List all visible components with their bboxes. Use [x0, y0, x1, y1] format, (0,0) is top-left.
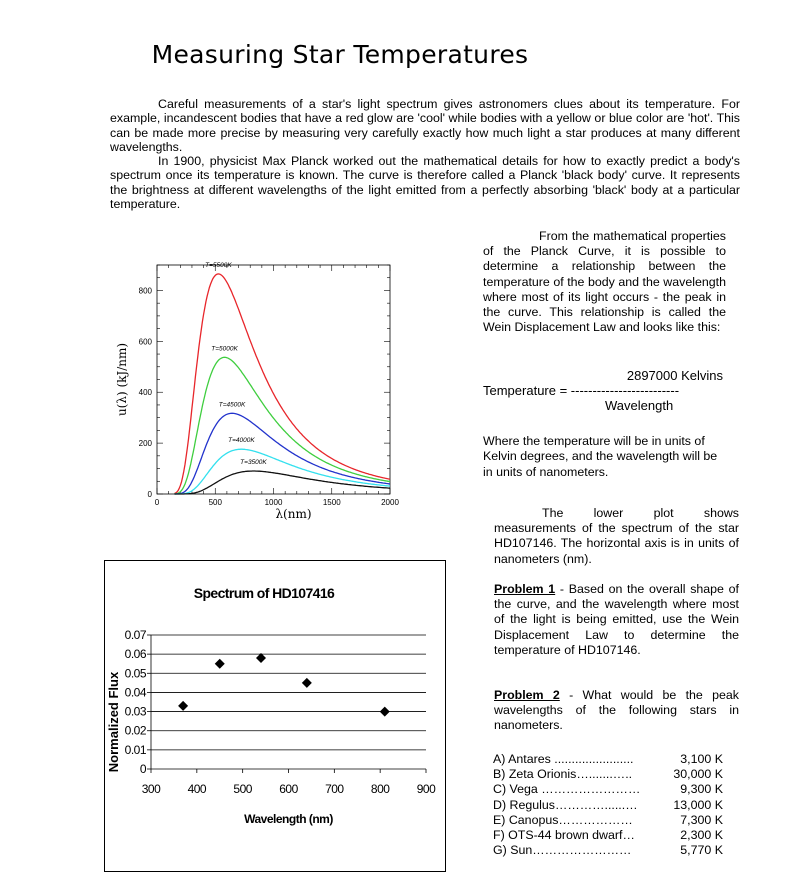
page-title: Measuring Star Temperatures — [151, 40, 529, 69]
problem-1-label: Problem 1 — [494, 582, 556, 596]
problem-1 — [494, 582, 739, 658]
x-tick-label: 600 — [279, 782, 298, 796]
star-name: F) OTS-44 brown dwarf… — [493, 828, 635, 843]
units-text: Where the temperature will be in units of Kelvin degrees, and the wavelength will be in units of nanometers. — [483, 434, 718, 479]
lower-plot-text: The lower plot shows measurements of the spectrum of the star HD107146. The horizontal axis is in units of nanometers (nm). — [494, 506, 739, 566]
star-name: E) Canopus……………… — [493, 812, 633, 827]
problem-2 — [494, 688, 739, 734]
problem-1-text: - Based on the overall shape of the curve, and the wavelength where most of the light is being emitted, use the Wein Displacement Law to determine the temperature of HD107146. — [494, 582, 739, 657]
star-list — [493, 752, 723, 858]
problem-2-text: - What would be the peak wavelengths of the following stars in nanometers. — [494, 688, 739, 733]
star-row — [493, 813, 723, 828]
y-axis-label: u(λ) (kJ/nm) — [115, 342, 129, 417]
curve-label: T=3500K — [240, 459, 267, 467]
x-tick-label: 700 — [325, 782, 344, 796]
spectrum-chart — [104, 560, 446, 872]
y-axis-label: Normalized Flux — [106, 671, 121, 773]
chart-title: Spectrum of HD107416 — [193, 585, 335, 601]
curve-label: T=4000K — [228, 437, 255, 445]
y-tick-label: 0.04 — [124, 685, 146, 700]
y-tick-label: 0.01 — [124, 742, 146, 757]
x-axis-label: Wavelength (nm) — [244, 812, 333, 826]
x-tick-label: 0 — [154, 498, 160, 507]
x-tick-label: 2000 — [381, 498, 399, 507]
formula-line: ------------------------- — [570, 383, 680, 398]
y-tick-label: 0.02 — [124, 723, 146, 738]
formula-denominator: Wavelength — [605, 398, 674, 413]
wien-paragraph — [483, 229, 726, 335]
star-row — [493, 782, 723, 797]
star-temp: 13,000 K — [673, 797, 723, 812]
star-row — [493, 752, 723, 767]
x-tick-label: 1000 — [264, 498, 283, 507]
star-row — [493, 767, 723, 782]
star-name: D) Regulus…………......… — [493, 797, 638, 812]
star-row — [493, 798, 723, 813]
y-tick-label: 800 — [138, 286, 152, 296]
lower-plot-paragraph — [494, 506, 739, 567]
y-tick-label: 0.07 — [124, 628, 146, 642]
problem-2-label: Problem 2 — [494, 688, 560, 702]
y-tick-label: 400 — [138, 388, 152, 398]
star-name: G) Sun…………………… — [493, 843, 632, 858]
star-temp: 30,000 K — [673, 767, 723, 782]
star-name: C) Vega …………………… — [493, 782, 641, 797]
wien-formula — [483, 368, 723, 413]
intro-paragraph-1: Careful measurements of a star's light spectrum gives astronomers clues about its temperature. For example, incandescent bodies that have a red glow are 'cool' while bodies with a yellow or blue color are 'hot'. This can be made more precise by measuring very carefully exactly how much light a star produces at many different wavelengths. — [110, 97, 740, 154]
x-tick-label: 500 — [233, 782, 252, 796]
x-tick-label: 500 — [208, 498, 222, 507]
curve-label: T=5000K — [211, 345, 238, 353]
wien-text: From the mathematical properties of the Planck Curve, it is possible to determine a relationship between the temperature of the body and the wavelength where most of its light occurs - the peak in the curve. This relationship is called the Wein Displacement Law and looks like this: — [483, 229, 726, 335]
x-tick-label: 900 — [416, 782, 436, 796]
planck-curve-4000 — [175, 449, 391, 494]
star-temp: 2,300 K — [680, 828, 723, 843]
y-tick-label: 0 — [139, 762, 146, 776]
x-tick-label: 300 — [141, 782, 161, 796]
formula-label: Temperature = — [483, 383, 571, 398]
star-name: B) Zeta Orionis….......….. — [493, 767, 633, 782]
star-row — [493, 843, 723, 858]
x-axis-label: λ(nm) — [275, 507, 312, 521]
intro-text — [110, 97, 740, 211]
x-tick-label: 1500 — [322, 498, 341, 507]
curve-label: T=5500K — [205, 261, 232, 269]
planck-curve-5500 — [175, 274, 391, 494]
formula-numerator: 2897000 Kelvins — [626, 368, 723, 383]
star-row — [493, 828, 723, 843]
y-tick-label: 600 — [138, 337, 152, 347]
intro-paragraph-2: In 1900, physicist Max Planck worked out the mathematical details for how to exactly predict a body's spectrum once its temperature is known. The curve is therefore called a Planck 'black body' curve. It represents the brightness at different wavelengths of the light emitted from a perfectly absorbing 'black' body at a particular temperature. — [110, 154, 740, 212]
units-paragraph — [483, 434, 726, 480]
y-tick-label: 0 — [147, 490, 152, 499]
y-tick-label: 0.06 — [124, 647, 146, 662]
star-name: A) Antares ....................... — [493, 752, 634, 766]
star-temp: 5,770 K — [680, 843, 723, 858]
x-tick-label: 400 — [187, 782, 207, 796]
y-tick-label: 200 — [138, 439, 152, 449]
curve-label: T=4500K — [218, 401, 246, 409]
y-tick-label: 0.05 — [124, 666, 146, 681]
y-tick-label: 0.03 — [124, 704, 146, 719]
planck-curves-chart — [100, 255, 420, 535]
star-temp: 3,100 K — [680, 752, 723, 766]
x-tick-label: 800 — [370, 782, 390, 796]
star-temp: 7,300 K — [680, 812, 723, 827]
star-temp: 9,300 K — [680, 782, 723, 797]
